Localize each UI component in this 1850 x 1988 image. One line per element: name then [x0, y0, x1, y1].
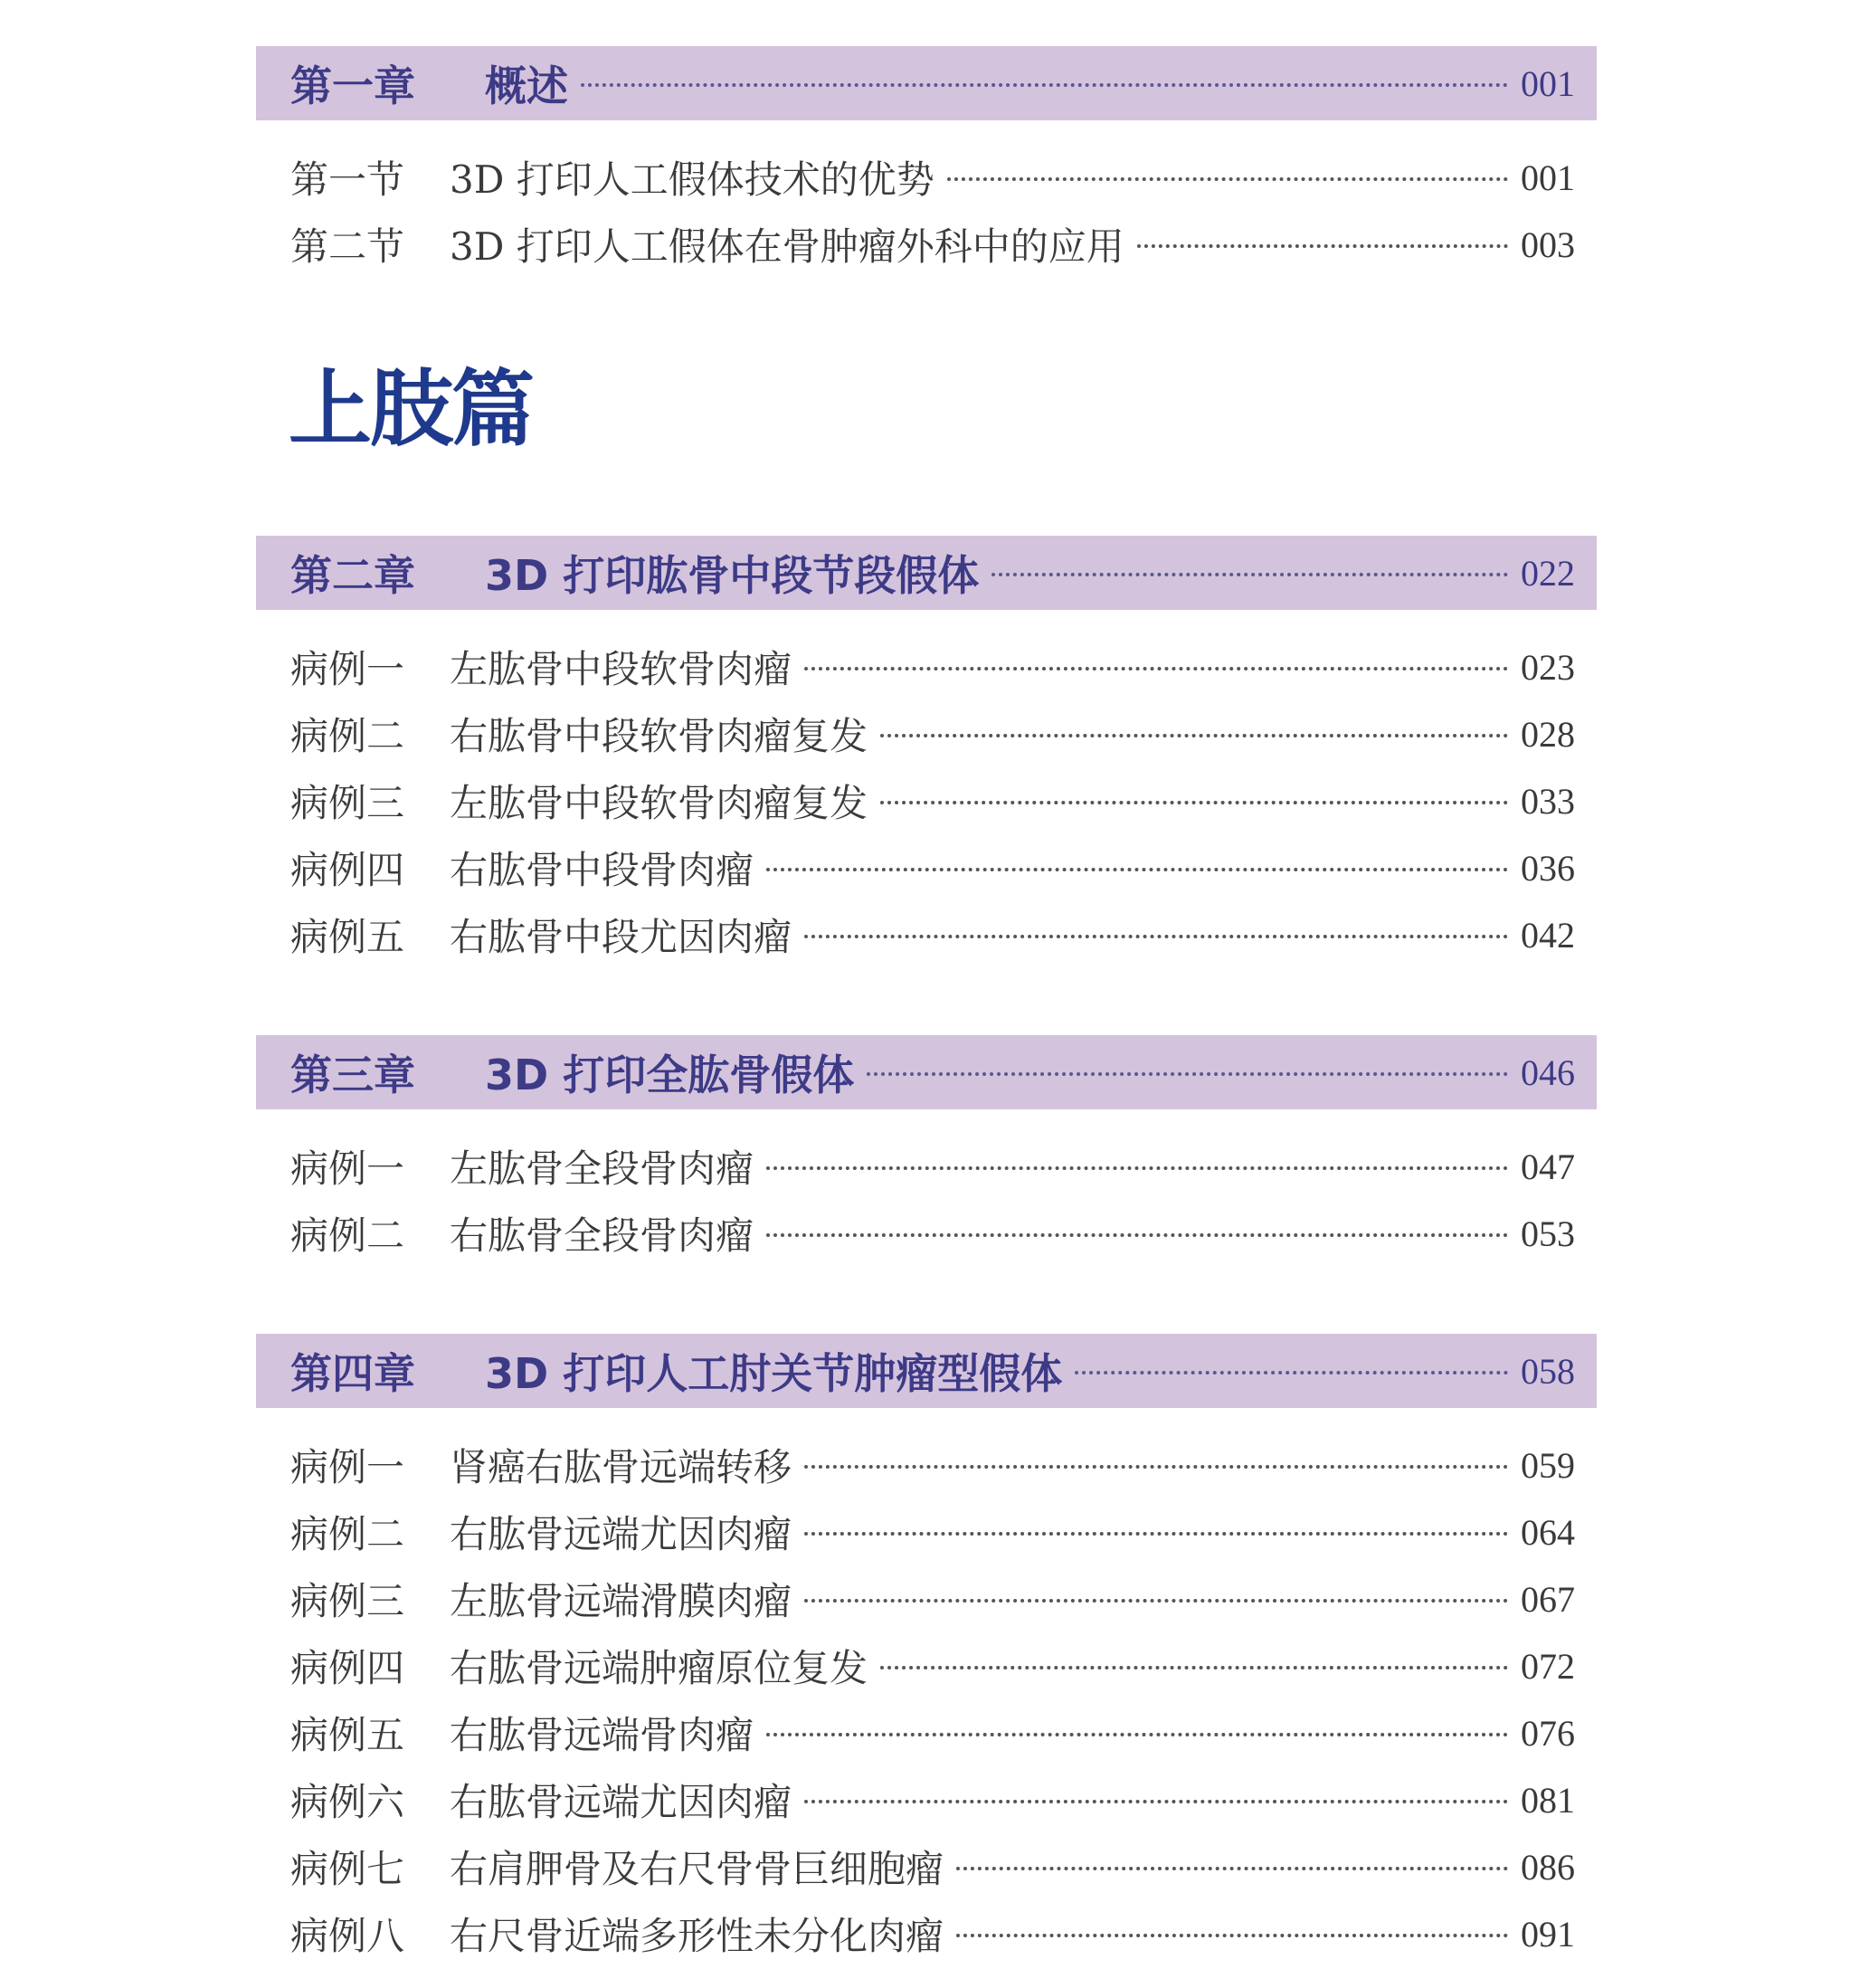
chapter-page: 046: [1521, 1051, 1575, 1093]
chapter-3: [256, 1035, 1597, 1267]
toc-entry[interactable]: [256, 1432, 1597, 1498]
entry-title: 左肱骨远端滑膜肉瘤: [450, 1579, 792, 1623]
chapter-title: 3D 打印肱骨中段节段假体: [485, 551, 980, 600]
entry-number: 病例二: [290, 1213, 405, 1258]
entry-page: 042: [1521, 914, 1575, 956]
entry-title: 右肱骨中段尤因肉瘤: [450, 915, 792, 959]
entry-number: 病例五: [290, 915, 405, 959]
entry-title: 左肱骨中段软骨肉瘤: [450, 647, 792, 691]
entry-number: 病例一: [290, 647, 405, 691]
toc-entry[interactable]: [256, 700, 1597, 767]
entry-page: 047: [1521, 1146, 1575, 1187]
chapter-number: 第四章: [290, 1349, 415, 1398]
chapter-number: 第一章: [290, 62, 415, 110]
dot-leader: [880, 801, 1508, 804]
chapter-page: 058: [1521, 1350, 1575, 1392]
dot-leader: [880, 1666, 1508, 1669]
entry-number: 病例八: [290, 1914, 405, 1958]
dot-leader: [1075, 1371, 1508, 1374]
dot-leader: [766, 1166, 1508, 1170]
entry-list: [256, 1408, 1597, 1967]
dot-leader: [766, 1233, 1508, 1237]
entry-title: 右肱骨远端尤因肉瘤: [450, 1780, 792, 1824]
toc-entry[interactable]: [256, 1200, 1597, 1267]
chapter-page: 001: [1521, 62, 1575, 104]
toc-entry[interactable]: [256, 144, 1597, 211]
entry-page: 059: [1521, 1444, 1575, 1486]
dot-leader: [867, 1072, 1508, 1076]
entry-page: 036: [1521, 847, 1575, 889]
toc-entry[interactable]: [256, 1498, 1597, 1565]
section-heading: 上肢篇: [289, 361, 534, 458]
entry-page: 086: [1521, 1846, 1575, 1888]
entry-number: 第二节: [290, 224, 405, 269]
dot-leader: [581, 83, 1508, 87]
table-of-contents: [256, 46, 1597, 1967]
entry-title: 右肱骨远端骨肉瘤: [450, 1713, 754, 1757]
entry-page: 028: [1521, 713, 1575, 755]
dot-leader: [804, 667, 1508, 671]
toc-entry[interactable]: [256, 767, 1597, 834]
chapter-4: [256, 1334, 1597, 1967]
entry-title: 右肱骨远端尤因肉瘤: [450, 1512, 792, 1556]
dot-leader: [956, 1934, 1508, 1937]
entry-number: 病例二: [290, 1512, 405, 1556]
entry-list: [256, 1109, 1597, 1267]
dot-leader: [991, 573, 1508, 576]
toc-entry[interactable]: [256, 1833, 1597, 1900]
entry-title: 左肱骨全段骨肉瘤: [450, 1146, 754, 1191]
chapter-header-3[interactable]: [256, 1035, 1597, 1109]
entry-page: 064: [1521, 1511, 1575, 1553]
dot-leader: [766, 868, 1508, 871]
entry-title: 右肱骨远端肿瘤原位复发: [450, 1646, 868, 1690]
entry-page: 076: [1521, 1712, 1575, 1754]
chapter-2: [256, 536, 1597, 968]
toc-entry[interactable]: [256, 1565, 1597, 1632]
dot-leader: [947, 177, 1508, 181]
entry-list: [256, 120, 1597, 278]
entry-number: 病例一: [290, 1146, 405, 1191]
toc-entry[interactable]: [256, 834, 1597, 901]
entry-title: 右肩胛骨及右尺骨骨巨细胞瘤: [450, 1847, 944, 1891]
chapter-header-2[interactable]: [256, 536, 1597, 610]
entry-page: 003: [1521, 224, 1575, 265]
entry-page: 081: [1521, 1779, 1575, 1821]
entry-number: 病例三: [290, 781, 405, 825]
entry-title: 右肱骨中段骨肉瘤: [450, 848, 754, 892]
toc-entry[interactable]: [256, 1699, 1597, 1766]
dot-leader: [766, 1733, 1508, 1736]
chapter-1: [256, 46, 1597, 278]
chapter-page: 022: [1521, 552, 1575, 594]
chapter-number: 第二章: [290, 551, 415, 600]
entry-number: 病例四: [290, 1646, 405, 1690]
entry-title: 右肱骨中段软骨肉瘤复发: [450, 714, 868, 758]
toc-entry[interactable]: [256, 1133, 1597, 1200]
entry-number: 病例七: [290, 1847, 405, 1891]
entry-page: 023: [1521, 646, 1575, 688]
toc-entry[interactable]: [256, 1632, 1597, 1699]
entry-number: 病例三: [290, 1579, 405, 1623]
entry-number: 病例一: [290, 1445, 405, 1489]
toc-entry[interactable]: [256, 211, 1597, 278]
entry-title: 3D 打印人工假体技术的优势: [450, 157, 934, 202]
entry-list: [256, 610, 1597, 968]
chapter-title: 3D 打印人工肘关节肿瘤型假体: [485, 1349, 1063, 1398]
entry-title: 肾癌右肱骨远端转移: [450, 1445, 792, 1489]
entry-page: 072: [1521, 1645, 1575, 1687]
entry-page: 067: [1521, 1578, 1575, 1620]
toc-entry[interactable]: [256, 1766, 1597, 1833]
chapter-header-4[interactable]: [256, 1334, 1597, 1408]
entry-page: 091: [1521, 1913, 1575, 1955]
entry-page: 053: [1521, 1213, 1575, 1254]
entry-title: 3D 打印人工假体在骨肿瘤外科中的应用: [450, 224, 1124, 269]
chapter-header-1[interactable]: [256, 46, 1597, 120]
toc-entry[interactable]: [256, 1900, 1597, 1967]
entry-number: 病例四: [290, 848, 405, 892]
entry-title: 右肱骨全段骨肉瘤: [450, 1213, 754, 1258]
chapter-number: 第三章: [290, 1051, 415, 1099]
dot-leader: [880, 734, 1508, 737]
entry-number: 第一节: [290, 157, 405, 202]
dot-leader: [804, 1465, 1508, 1469]
chapter-title: 3D 打印全肱骨假体: [485, 1051, 855, 1099]
entry-title: 左肱骨中段软骨肉瘤复发: [450, 781, 868, 825]
entry-number: 病例二: [290, 714, 405, 758]
chapter-title: 概述: [485, 62, 568, 110]
entry-number: 病例六: [290, 1780, 405, 1824]
toc-entry[interactable]: [256, 901, 1597, 968]
dot-leader: [804, 935, 1508, 938]
dot-leader: [804, 1532, 1508, 1536]
entry-page: 001: [1521, 157, 1575, 198]
dot-leader: [1137, 244, 1508, 248]
dot-leader: [804, 1599, 1508, 1603]
dot-leader: [804, 1800, 1508, 1803]
entry-number: 病例五: [290, 1713, 405, 1757]
entry-title: 右尺骨近端多形性未分化肉瘤: [450, 1914, 944, 1958]
dot-leader: [956, 1867, 1508, 1870]
toc-entry[interactable]: [256, 633, 1597, 700]
entry-page: 033: [1521, 780, 1575, 822]
